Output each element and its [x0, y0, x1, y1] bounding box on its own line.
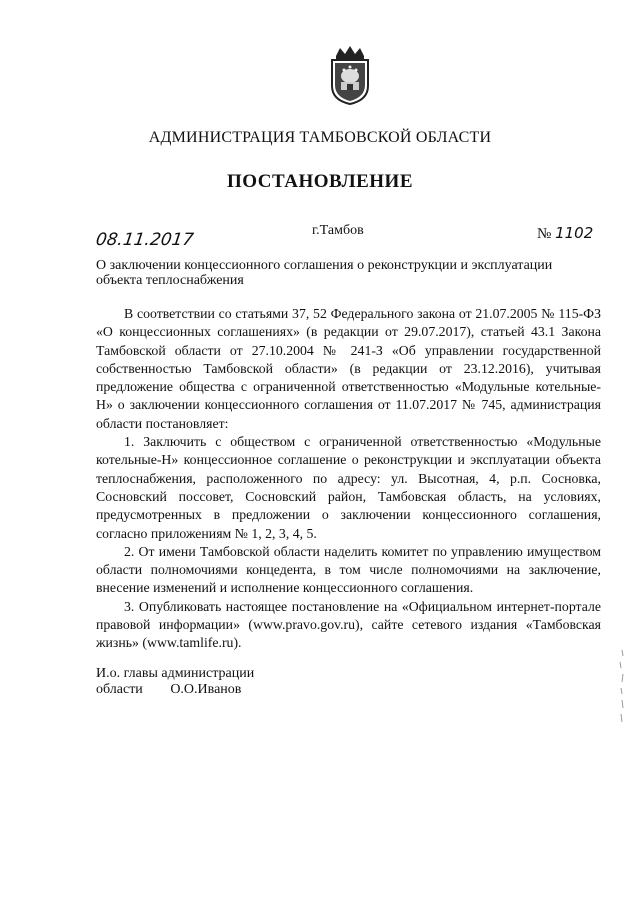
document-type: ПОСТАНОВЛЕНИЕ: [226, 171, 414, 192]
document-body: [96, 305, 601, 653]
document-subject: О заключении концессионного соглашения о реконструкции и эксплуатации объекта теплоснабжения: [96, 258, 553, 288]
signatory-name: О.О.Иванов: [170, 682, 242, 697]
document-date: 08.11.2017: [94, 230, 195, 250]
scan-margin-marks: [616, 648, 628, 728]
item-3-paragraph: 3. Опубликовать настоящее постановление на «Официальном интернет-портале правовой информации» (www.pravo.gov.ru), сайте сетевого издания «Тамбовская жизнь» (www.tamlife.ru).: [96, 598, 601, 651]
document-number-label: №: [537, 226, 552, 242]
organization-title: АДМИНИСТРАЦИЯ ТАМБОВСКОЙ ОБЛАСТИ: [148, 129, 492, 146]
signature-block: [96, 666, 254, 698]
signature-position: И.о. главы администрации: [96, 666, 255, 681]
preamble-paragraph: В соответствии со статьями 37, 52 Федерального закона от 21.07.2005 № 115-ФЗ «О концессионных соглашениях» (в редакции от 29.07.2017), статьей 43.1 Закона Тамбовской области от 27.10.2004 № 241-З «Об управлении государственной собственностью Тамбовской области» (в редакции от 23.12.2016), учитывая предложение общества с ограниченной ответственностью «Модульные котельные-Н» о заключении концессионного соглашения от 11.07.2017 № 745, администрация области постановляет:: [96, 306, 601, 431]
document-number: [537, 224, 593, 243]
coat-of-arms-icon: [326, 46, 374, 106]
item-1-paragraph: 1. Заключить с обществом с ограниченной ответственностью «Модульные котельные-Н» концессионное соглашение о реконструкции и эксплуатации объекта теплоснабжения, расположенного по адресу: ул. Высотная, 4, р.п. Сосновка, Сосновский поссовет, Сосновский район, Тамбовская область, на условиях, предусмотренных в предложении о заключении концессионного соглашения, согласно приложениям № 1, 2, 3, 4, 5.: [96, 434, 601, 541]
document-number-value: 1102: [555, 224, 594, 242]
item-2-paragraph: 2. От имени Тамбовской области наделить комитет по управлению имуществом области полномочиями концедента, в том числе полномочиями на заключение, внесение изменений и исполнение концессионного соглашения.: [96, 543, 601, 596]
signature-position-2: области: [96, 682, 143, 697]
document-city: г.Тамбов: [312, 223, 364, 238]
